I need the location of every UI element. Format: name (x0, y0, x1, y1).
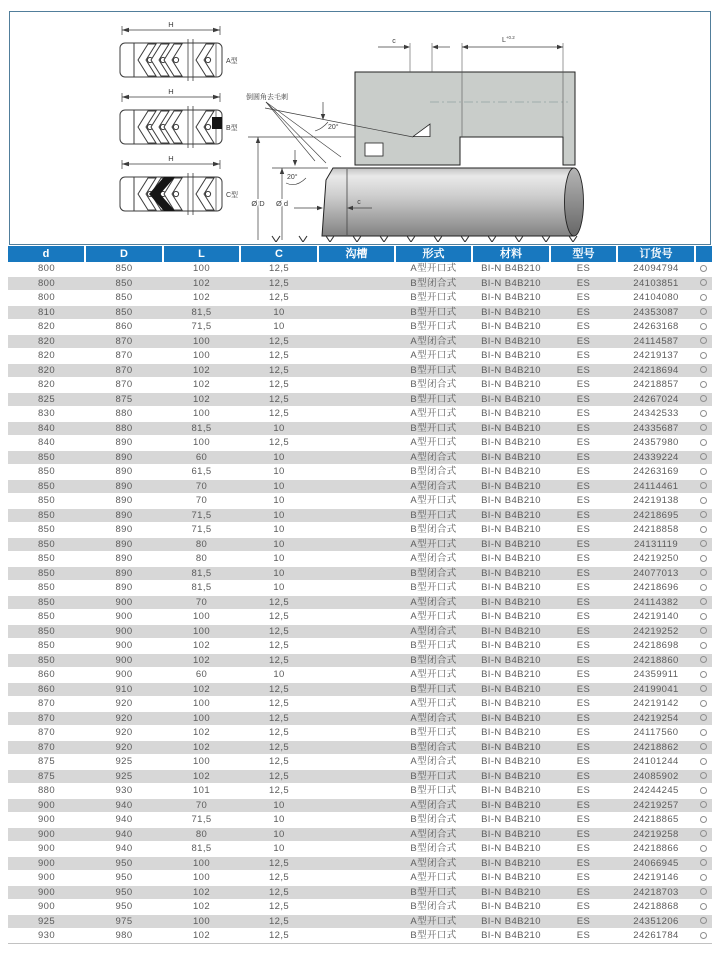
circle-marker-icon (700, 497, 707, 504)
table-row: 860 910 102 12,5 B型开口式 BI-N B4B210 ES 24199041 (8, 682, 712, 697)
circle-marker-icon (700, 584, 707, 591)
circle-marker-icon (700, 787, 707, 794)
table-header (8, 246, 712, 262)
table-row: 820 870 102 12,5 B型开口式 BI-N B4B210 ES 24218694 (8, 363, 712, 378)
column-header-6: 材料 (472, 246, 550, 262)
cross-section-drawing (246, 35, 584, 242)
table-row: 850 890 71,5 10 B型开口式 BI-N B4B210 ES 24218695 (8, 508, 712, 523)
circle-marker-icon (700, 279, 707, 286)
table-row: 840 880 81,5 10 B型开口式 BI-N B4B210 ES 24335687 (8, 421, 712, 436)
circle-marker-icon (700, 424, 707, 431)
housing-groove-step (365, 143, 383, 156)
table-row: 850 890 81,5 10 B型开口式 BI-N B4B210 ES 24218696 (8, 581, 712, 596)
circle-marker-icon (700, 366, 707, 373)
circle-marker-icon (700, 395, 707, 402)
table-row: 820 870 100 12,5 A型开口式 BI-N B4B210 ES 24219137 (8, 349, 712, 364)
column-header-2: L (163, 246, 240, 262)
table-row: 860 900 60 10 A型开口式 BI-N B4B210 ES 24359911 (8, 668, 712, 683)
table-row: 850 900 102 12,5 B型闭合式 BI-N B4B210 ES 24218860 (8, 653, 712, 668)
dim-h-label-c: H (168, 154, 174, 163)
seal-profile-b-drawing (120, 87, 238, 148)
packing-strip-marks (272, 236, 577, 242)
circle-marker-icon (700, 758, 707, 765)
table-row: 930 980 102 12,5 B型开口式 BI-N B4B210 ES 24261784 (8, 929, 712, 944)
size-table (8, 246, 712, 944)
table-row: 800 850 102 12,5 B型开口式 BI-N B4B210 ES 24104080 (8, 291, 712, 306)
circle-marker-icon (700, 308, 707, 315)
circle-marker-icon (700, 917, 707, 924)
circle-marker-icon (700, 337, 707, 344)
circle-marker-icon (700, 700, 707, 707)
column-header-3: C (240, 246, 318, 262)
technical-drawing (10, 12, 710, 242)
table-row: 900 950 100 12,5 A型闭合式 BI-N B4B210 ES 24066945 (8, 856, 712, 871)
table-row: 900 940 70 10 A型闭合式 BI-N B4B210 ES 24219257 (8, 798, 712, 813)
table-row: 875 925 102 12,5 B型开口式 BI-N B4B210 ES 24085902 (8, 769, 712, 784)
circle-marker-icon (700, 642, 707, 649)
table-row: 900 950 102 12,5 B型闭合式 BI-N B4B210 ES 24218868 (8, 900, 712, 915)
b-type-black-ring (212, 117, 222, 129)
circle-marker-icon (700, 845, 707, 852)
seal-profile-a-drawing (120, 20, 238, 81)
table-row: 830 880 100 12,5 A型开口式 BI-N B4B210 ES 24342533 (8, 407, 712, 422)
circle-marker-icon (700, 729, 707, 736)
table-row: 850 900 70 12,5 A型闭合式 BI-N B4B210 ES 24114382 (8, 595, 712, 610)
table-row: 820 870 100 12,5 A型闭合式 BI-N B4B210 ES 24114587 (8, 334, 712, 349)
circle-marker-icon (700, 555, 707, 562)
table-row: 900 940 71,5 10 B型闭合式 BI-N B4B210 ES 24218865 (8, 813, 712, 828)
technical-drawing-panel (9, 11, 711, 245)
table-row: 800 850 100 12,5 A型开口式 BI-N B4B210 ES 24094794 (8, 262, 712, 276)
circle-marker-icon (700, 874, 707, 881)
circle-marker-icon (700, 801, 707, 808)
table-row: 900 940 81,5 10 B型闭合式 BI-N B4B210 ES 24218866 (8, 842, 712, 857)
circle-marker-icon (700, 323, 707, 330)
table-row: 870 920 100 12,5 A型开口式 BI-N B4B210 ES 24219142 (8, 697, 712, 712)
table-row: 850 890 80 10 A型闭合式 BI-N B4B210 ES 24219250 (8, 552, 712, 567)
circle-marker-icon (700, 859, 707, 866)
circle-marker-icon (700, 613, 707, 620)
circle-marker-icon (700, 772, 707, 779)
table-row: 850 890 80 10 A型开口式 BI-N B4B210 ES 24131119 (8, 537, 712, 552)
circle-marker-icon (700, 381, 707, 388)
dim-h-label-a: H (168, 20, 174, 29)
circle-marker-icon (700, 888, 707, 895)
table-body (8, 262, 712, 943)
housing-section (355, 72, 575, 165)
table-row: 850 900 102 12,5 B型开口式 BI-N B4B210 ES 24218698 (8, 639, 712, 654)
table-row: 825 875 102 12,5 B型开口式 BI-N B4B210 ES 24267024 (8, 392, 712, 407)
table-row: 850 900 100 12,5 A型开口式 BI-N B4B210 ES 24219140 (8, 610, 712, 625)
table-row: 850 890 71,5 10 B型闭合式 BI-N B4B210 ES 24218858 (8, 523, 712, 538)
column-header-marker (695, 246, 712, 262)
shaft-end-cap (565, 168, 584, 236)
circle-marker-icon (700, 439, 707, 446)
table-row: 925 975 100 12,5 A型开口式 BI-N B4B210 ES 24351206 (8, 914, 712, 929)
table-row: 900 940 80 10 A型闭合式 BI-N B4B210 ES 24219258 (8, 827, 712, 842)
circle-marker-icon (700, 482, 707, 489)
table-row: 870 920 100 12,5 A型闭合式 BI-N B4B210 ES 24219254 (8, 711, 712, 726)
table-row: 820 860 71,5 10 B型开口式 BI-N B4B210 ES 24263168 (8, 320, 712, 335)
table-row: 875 925 100 12,5 A型闭合式 BI-N B4B210 ES 24101244 (8, 755, 712, 770)
column-header-8: 订货号 (617, 246, 695, 262)
profile-b-label: B型 (226, 125, 238, 132)
table-row: 810 850 81,5 10 B型开口式 BI-N B4B210 ES 24353087 (8, 305, 712, 320)
column-header-5: 形式 (395, 246, 472, 262)
circle-marker-icon (700, 903, 707, 910)
table-row: 870 920 102 12,5 B型闭合式 BI-N B4B210 ES 24218862 (8, 740, 712, 755)
angle-upper-label: 20° (328, 124, 339, 131)
circle-marker-icon (700, 294, 707, 301)
profile-c-label: C型 (226, 192, 239, 199)
seal-profile-c-drawing (120, 154, 238, 215)
circle-marker-icon (700, 265, 707, 272)
circle-marker-icon (700, 932, 707, 939)
circle-marker-icon (700, 526, 707, 533)
table-row: 850 890 70 10 A型开口式 BI-N B4B210 ES 24219138 (8, 494, 712, 509)
table-row: 880 930 101 12,5 B型开口式 BI-N B4B210 ES 24244245 (8, 784, 712, 799)
circle-marker-icon (700, 627, 707, 634)
header-row (8, 246, 712, 262)
table-row: 850 890 60 10 A型闭合式 BI-N B4B210 ES 24339224 (8, 450, 712, 465)
circle-marker-icon (700, 468, 707, 475)
profile-a-label: A型 (226, 58, 238, 65)
dim-c-top-label: c (392, 38, 396, 45)
circle-marker-icon (700, 540, 707, 547)
dim-h-label-b: H (168, 87, 174, 96)
dim-l-label: $L^{+0.2}$ (502, 35, 515, 44)
table-row: 850 900 100 12,5 A型闭合式 BI-N B4B210 ES 24219252 (8, 624, 712, 639)
dia-outer-label: Ø D (251, 199, 265, 208)
dia-inner-label: Ø d (275, 199, 289, 208)
deburr-note: 倒圆角去毛刺 (246, 94, 288, 101)
table-row: 850 890 61,5 10 B型闭合式 BI-N B4B210 ES 24263169 (8, 465, 712, 480)
table-row: 800 850 102 12,5 B型闭合式 BI-N B4B210 ES 24103851 (8, 276, 712, 291)
table-row: 840 890 100 12,5 A型开口式 BI-N B4B210 ES 24357980 (8, 436, 712, 451)
dim-c-shaft-label: c (357, 199, 361, 206)
column-header-4: 沟槽 (318, 246, 395, 262)
circle-marker-icon (700, 598, 707, 605)
circle-marker-icon (700, 671, 707, 678)
column-header-1: D (85, 246, 163, 262)
circle-marker-icon (700, 743, 707, 750)
circle-marker-icon (700, 656, 707, 663)
column-header-7: 型号 (550, 246, 617, 262)
circle-marker-icon (700, 830, 707, 837)
circle-marker-icon (700, 410, 707, 417)
table-row: 850 890 81,5 10 B型闭合式 BI-N B4B210 ES 24077013 (8, 566, 712, 581)
circle-marker-icon (700, 511, 707, 518)
angle-lower-label: 20° (287, 174, 298, 181)
circle-marker-icon (700, 453, 707, 460)
circle-marker-icon (700, 714, 707, 721)
column-header-0: d (8, 246, 85, 262)
table-row: 900 950 102 12,5 B型开口式 BI-N B4B210 ES 24218703 (8, 885, 712, 900)
circle-marker-icon (700, 685, 707, 692)
table-row: 870 920 102 12,5 B型开口式 BI-N B4B210 ES 24117560 (8, 726, 712, 741)
table-row: 850 890 70 10 A型闭合式 BI-N B4B210 ES 24114461 (8, 479, 712, 494)
table-row: 900 950 100 12,5 A型开口式 BI-N B4B210 ES 24219146 (8, 871, 712, 886)
circle-marker-icon (700, 352, 707, 359)
circle-marker-icon (700, 569, 707, 576)
table-row: 820 870 102 12,5 B型闭合式 BI-N B4B210 ES 24218857 (8, 378, 712, 393)
circle-marker-icon (700, 816, 707, 823)
